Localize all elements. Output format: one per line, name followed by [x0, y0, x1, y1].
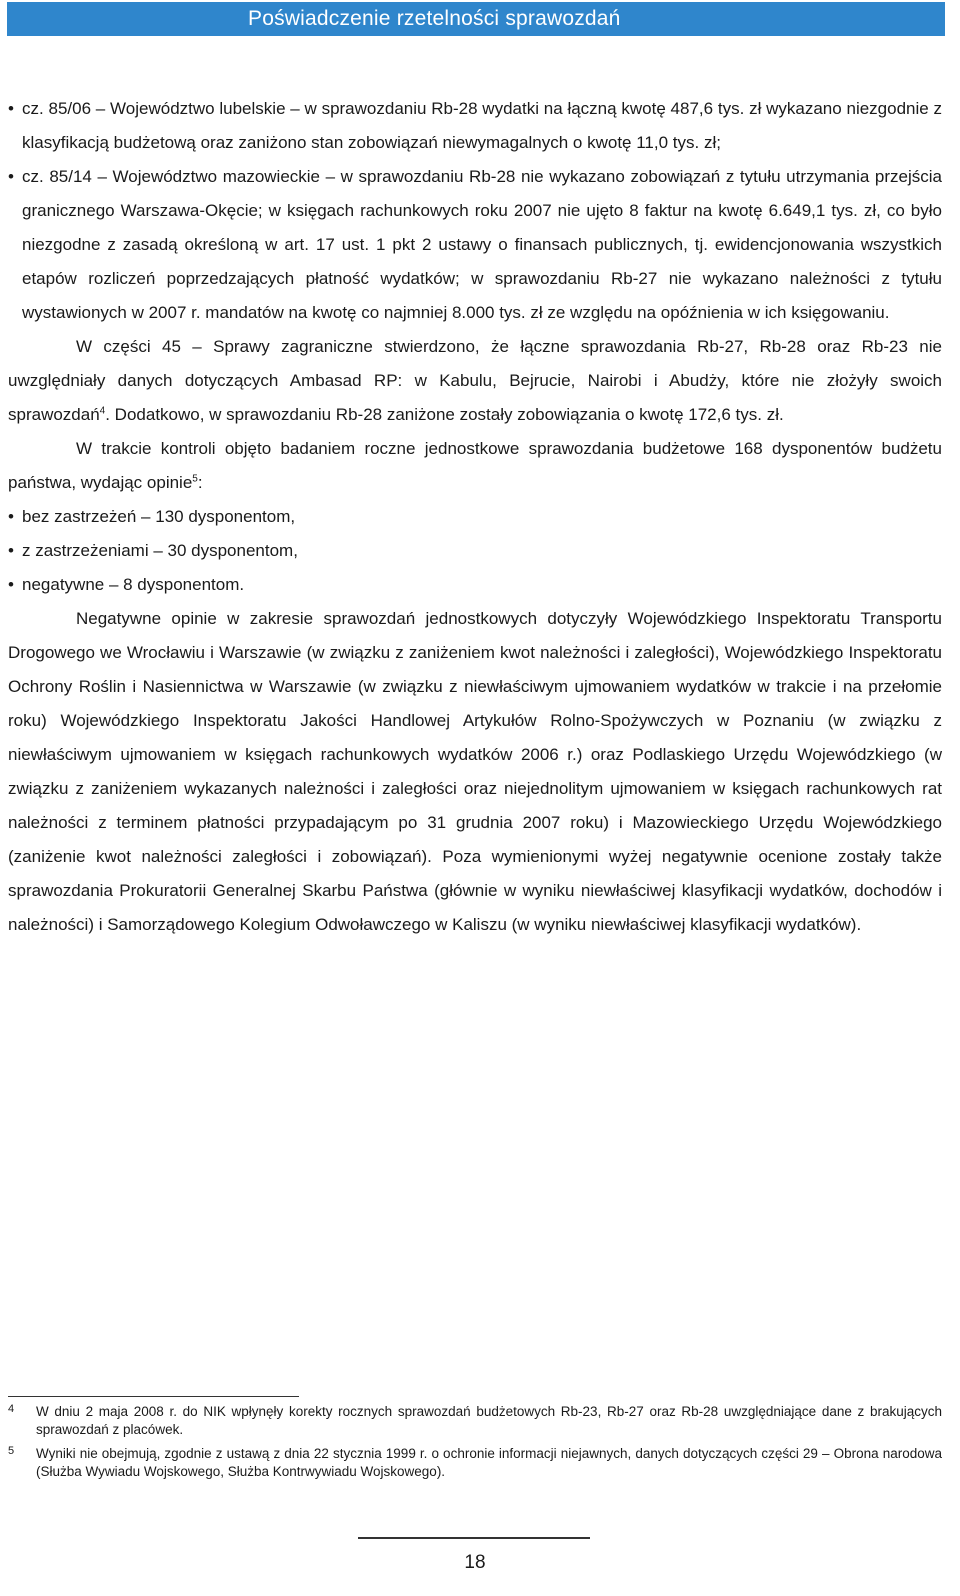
footnotes — [8, 1403, 942, 1487]
main-content — [8, 92, 942, 942]
footnote-ref: 5 — [192, 473, 198, 485]
footnote-number: 5 — [8, 1445, 15, 1457]
page-number-divider — [358, 1537, 590, 1539]
footnote-divider — [8, 1396, 299, 1397]
bullet-icon: • — [8, 541, 14, 560]
footnote-text: W dniu 2 maja 2008 r. do NIK wpłynęły korekty rocznych sprawozdań budżetowych Rb-23, Rb-27 oraz Rb-28 uwzględniające dane z brakujących sprawozdań z placówek. — [36, 1404, 942, 1437]
section-header — [7, 2, 945, 36]
list-item: • bez zastrzeżeń – 130 dysponentom, — [8, 500, 942, 534]
bullet-icon: • — [8, 575, 14, 594]
section-title: Poświadczenie rzetelności sprawozdań — [248, 7, 621, 30]
bullet-icon: • — [8, 167, 14, 186]
bullet-icon: • — [8, 507, 14, 526]
footnote-number: 4 — [8, 1403, 15, 1415]
list-item: • cz. 85/14 – Województwo mazowieckie – w sprawozdaniu Rb-28 nie wykazano zobowiązań z tytułu utrzymania przejścia granicznego Warszawa-Okęcie; w księgach rachunkowych roku 2007 nie ujęto 8 faktur na kwotę 6.649,1 tys. zł, co było niezgodne z zasadą określoną w art. 17 ust. 1 pkt 2 ustawy o finansach publicznych, tj. ewidencjonowania wszystkich etapów rozliczeń poprzedzających płatność wydatków; w sprawozdaniu Rb-27 nie wykazano należności z tytułu wystawionych w 2007 r. mandatów na kwotę co najmniej 8.000 tys. zł ze względu na opóźnienia w ich księgowaniu. — [8, 160, 942, 330]
footnote — [8, 1445, 942, 1481]
bullet-icon: • — [8, 99, 14, 118]
paragraph-audit-scope: W trakcie kontroli objęto badaniem roczne jednostkowe sprawozdania budżetowe 168 dysponentów budżetu państwa, wydając opinie$^5$: — [8, 439, 942, 492]
footnote — [8, 1403, 942, 1439]
list-item: • cz. 85/06 – Województwo lubelskie – w sprawozdaniu Rb-28 wydatki na łączną kwotę 487,6 tys. zł wykazano niezgodnie z klasyfikacją budżetową oraz zaniżono stan zobowiązań niewymagalnych o kwotę 11,0 tys. zł; — [8, 92, 942, 160]
paragraph-negative-opinions: Negatywne opinie w zakresie sprawozdań jednostkowych dotyczyły Wojewódzkiego Inspektoratu Transportu Drogowego we Wrocławiu i Warszawie (w związku z zaniżeniem kwot należności i zaległości), Wojewódzkiego Inspektoratu Ochrony Roślin i Nasiennictwa w Warszawie (w związku z niewłaściwym ujmowaniem wydatków w trakcie i na przełomie roku) Wojewódzkiego Inspektoratu Jakości Handlowej Artykułów Rolno-Spożywczych w Poznaniu (w związku z niewłaściwym ujmowaniem w księgach rachunkowych wydatków 2006 r.) oraz Podlaskiego Urzędu Wojewódzkiego (w związku z zaniżeniem wykazanych należności i zaległości oraz niejednolitym ujmowaniem w księgach rachunkowych rat należności z terminem płatności przypadającym po 31 grudnia 2007 roku) i Mazowieckiego Urzędu Wojewódzkiego (zaniżenie kwot należności zaległości i zobowiązań). Poza wymienionymi wyżej negatywnie ocenione zostały także sprawozdania Prokuratorii Generalnej Skarbu Państwa (głównie w wyniku niewłaściwej klasyfikacji wydatków, dochodów i należności) i Samorządowego Kolegium Odwoławczego w Kaliszu (w wyniku niewłaściwej klasyfikacji wydatków). — [8, 609, 942, 934]
paragraph-foreign-affairs: W części 45 – Sprawy zagraniczne stwierdzono, że łączne sprawozdania Rb-27, Rb-28 oraz Rb-23 nie uwzględniały danych dotyczących Ambasad RP: w Kabulu, Bejrucie, Nairobi i Abudży, które nie złożyły swoich sprawozdań$^4$. Dodatkowo, w sprawozdaniu Rb-28 zaniżone zostały zobowiązania o kwotę 172,6 tys. zł. — [8, 337, 942, 424]
page-number: 18 — [464, 1552, 486, 1573]
list-item: • z zastrzeżeniami – 30 dysponentom, — [8, 534, 942, 568]
footnote-ref: 4 — [99, 405, 106, 417]
list-item: • negatywne – 8 dysponentom. — [8, 568, 942, 602]
footnote-text: Wyniki nie obejmują, zgodnie z ustawą z dnia 22 stycznia 1999 r. o ochronie informacji niejawnych, danych dotyczących części 29 – Obrona narodowa (Służba Wywiadu Wojskowego, Służba Kontrwywiadu Wojskowego). — [36, 1446, 942, 1479]
